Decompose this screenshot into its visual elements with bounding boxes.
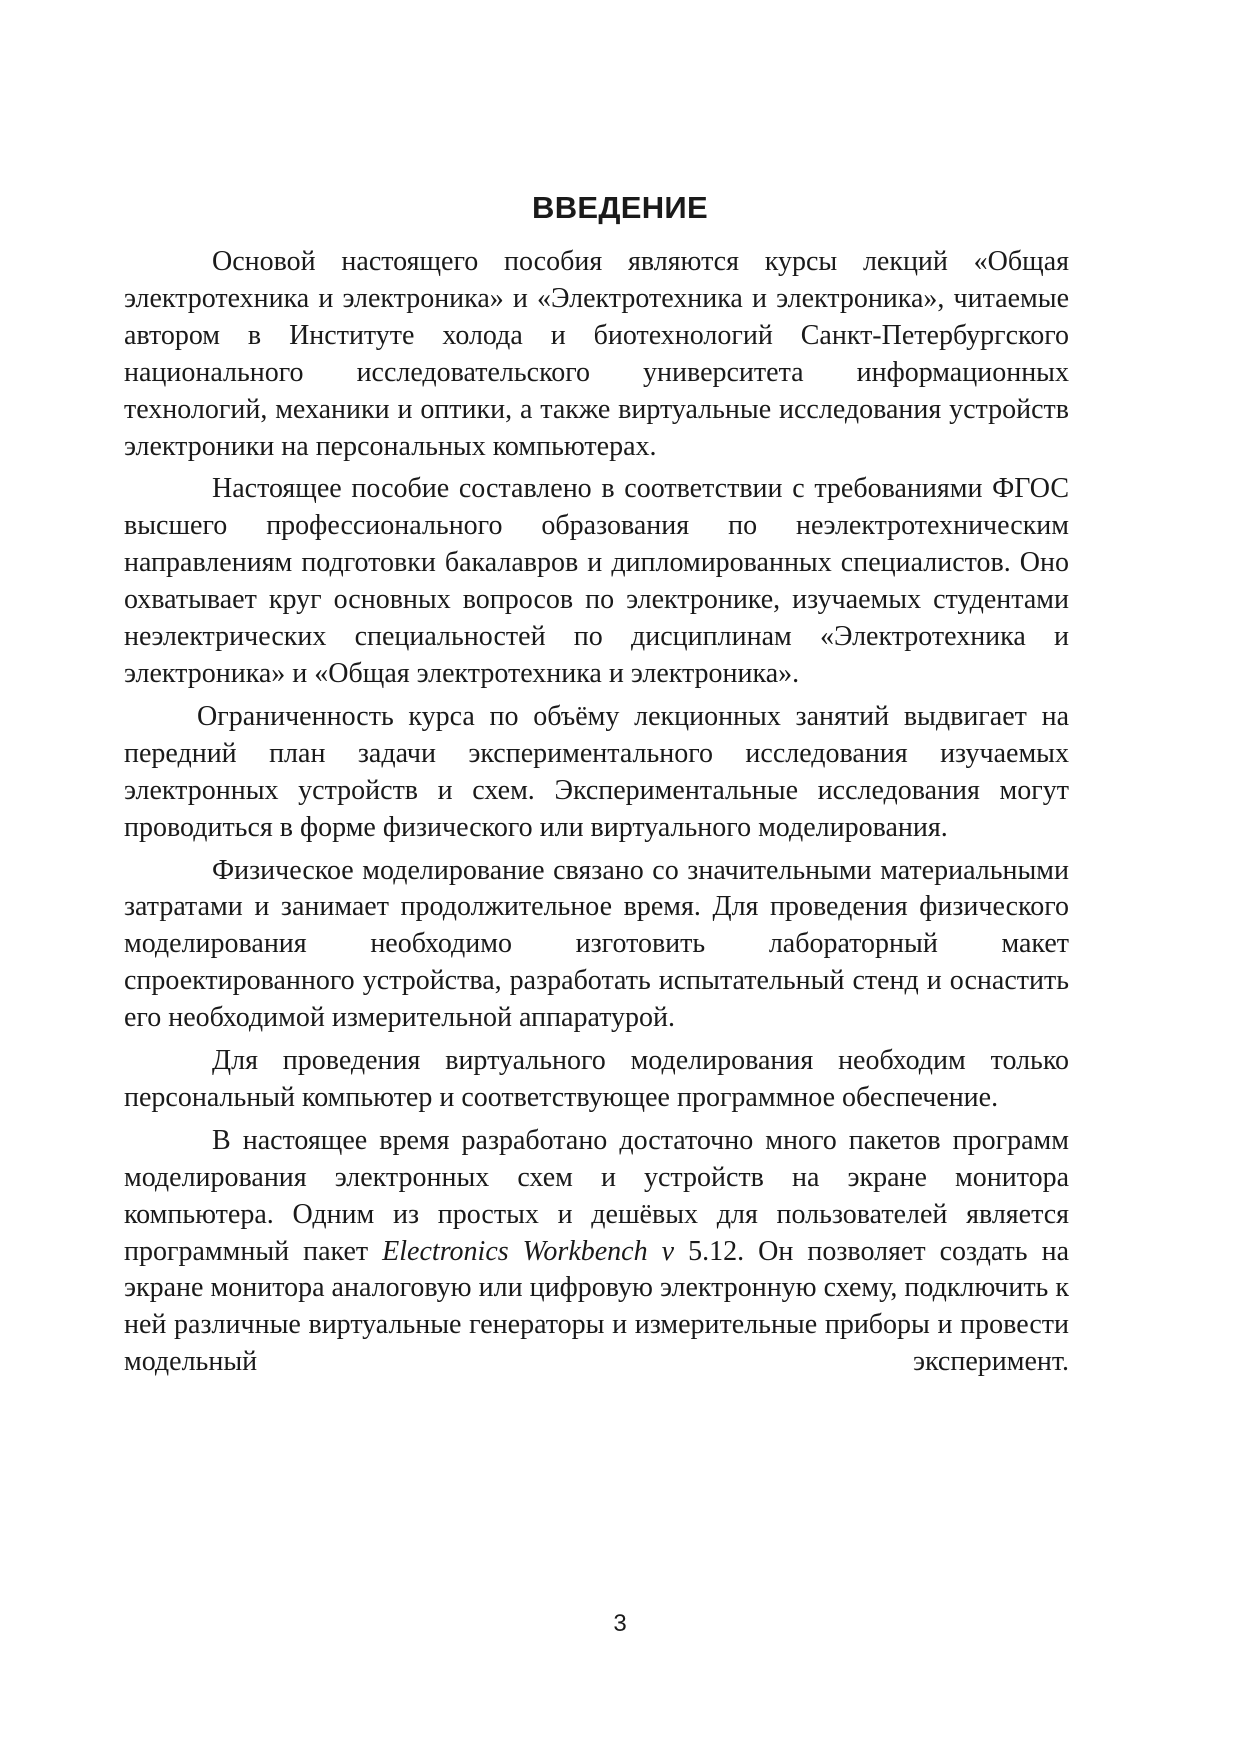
paragraph-2: Настоящее пособие составлено в соответствии с требованиями ФГОС высшего профессионального образования по неэлектротехническим направлениям подготовки бакалавров и дипломированных специалистов. Оно охватывает круг основных вопросов по электронике, изучаемых студентами неэлектрических специальностей по дисциплинам «Электротехника и электроника» и «Общая электротехника и электроника». bbox=[124, 473, 1069, 689]
software-name: Electronics Workbench v bbox=[382, 1235, 675, 1267]
paragraph-1: Основой настоящего пособия являются курсы лекций «Общая электротехника и электроника» и «Электротехника и электроника», читаемые автором в Институте холода и биотехнологий Санкт-Петербургского национального исследовательского университета информационных технологий, механики и оптики, а также виртуальные исследования устройств электроники на персональных компьютерах. bbox=[124, 246, 1069, 462]
paragraph-6 bbox=[124, 1123, 1069, 1381]
body-text bbox=[124, 244, 1069, 1381]
page-number: 3 bbox=[613, 1610, 627, 1637]
paragraph-6-text-after: 5.12. Он позволяет создать на экране монитора аналоговую или цифровую электронную схему, подключить к ней различные виртуальные генераторы и измерительные приборы и провести модельный эксперимент. bbox=[124, 1235, 1070, 1378]
paragraph-5: Для проведения виртуального моделирования необходим только персональный компьютер и соответствующее программное обеспечение. bbox=[124, 1045, 1069, 1113]
paragraph-3: Ограниченность курса по объёму лекционных занятий выдвигает на передний план задачи экспериментального исследования изучаемых электронных устройств и схем. Экспериментальные исследования могут проводиться в форме физического или виртуального моделирования. bbox=[124, 700, 1069, 843]
paragraph-4: Физическое моделирование связано со значительными материальными затратами и занимает продолжительное время. Для проведения физического моделирования необходимо изготовить лабораторный макет спроектированного устройства, разработать испытательный стенд и оснастить его необходимой измерительной аппаратурой. bbox=[124, 854, 1069, 1034]
page-title: ВВЕДЕНИЕ bbox=[532, 190, 708, 225]
paragraph-6-text-before: В настоящее время разработано достаточно много пакетов программ моделирования электронных схем и устройств на экране монитора компьютера. Одним из простых и дешёвых для пользователей является программный пакет bbox=[124, 1124, 1069, 1267]
